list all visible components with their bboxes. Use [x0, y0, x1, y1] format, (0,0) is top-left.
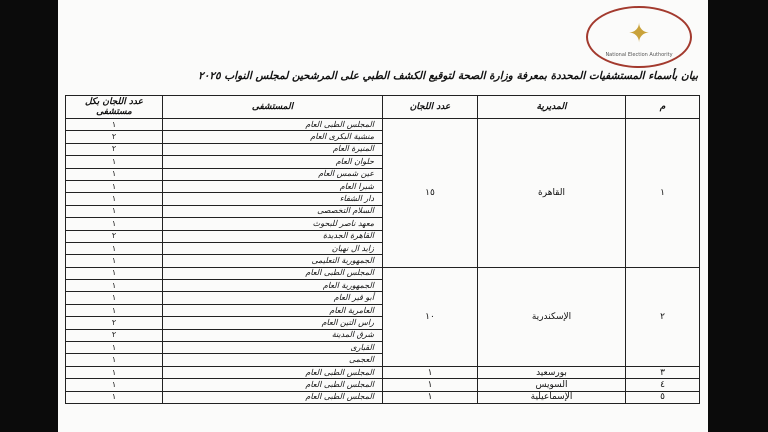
table-row [66, 391, 700, 403]
authority-logo [586, 6, 692, 68]
hospital-cell: الجمهورية العام [163, 280, 383, 292]
hospital-cell: العجمى [163, 354, 383, 366]
hospital-cell: العامرية العام [163, 304, 383, 316]
committees-cell: ١٥ [383, 119, 478, 268]
count-cell: ١ [66, 280, 163, 292]
count-cell: ١ [66, 292, 163, 304]
count-cell: ١ [66, 119, 163, 131]
logo-caption: National Election Authority [605, 52, 673, 58]
hospital-cell: المنيرة العام [163, 143, 383, 155]
table-row [66, 267, 700, 279]
group-number: ٥ [626, 391, 700, 403]
count-cell: ١ [66, 391, 163, 403]
count-cell: ١ [66, 255, 163, 267]
hospital-cell: المجلس الطبى العام [163, 119, 383, 131]
table-row [66, 366, 700, 378]
header-hospital: المستشفى [163, 96, 383, 119]
count-cell: ١ [66, 180, 163, 192]
hospital-cell: منشية البكرى العام [163, 131, 383, 143]
hospitals-table [65, 95, 700, 404]
count-cell: ١ [66, 193, 163, 205]
governorate-cell: السويس [478, 379, 626, 391]
count-cell: ١ [66, 156, 163, 168]
hospital-cell: دار الشفاء [163, 193, 383, 205]
count-cell: ٢ [66, 143, 163, 155]
hospital-cell: شرق المدينة [163, 329, 383, 341]
count-cell: ٢ [66, 131, 163, 143]
count-cell: ١ [66, 354, 163, 366]
document-page [58, 0, 708, 432]
count-cell: ١ [66, 242, 163, 254]
eagle-icon: ✦ [628, 19, 650, 49]
group-number: ٤ [626, 379, 700, 391]
governorate-cell: القاهرة [478, 119, 626, 268]
hospital-cell: القاهرة الجديدة [163, 230, 383, 242]
governorate-cell: بورسعيد [478, 366, 626, 378]
hospital-cell: القبارى [163, 342, 383, 354]
count-cell: ٢ [66, 230, 163, 242]
hospital-cell: عين شمس العام [163, 168, 383, 180]
header-committees: عدد اللجان [383, 96, 478, 119]
count-cell: ١ [66, 379, 163, 391]
count-cell: ١ [66, 168, 163, 180]
count-cell: ١ [66, 366, 163, 378]
committees-cell: ١ [383, 379, 478, 391]
count-cell: ١ [66, 304, 163, 316]
hospital-cell: حلوان العام [163, 156, 383, 168]
table-row [66, 379, 700, 391]
count-cell: ١ [66, 218, 163, 230]
count-cell: ٢ [66, 317, 163, 329]
governorate-cell: الإسكندرية [478, 267, 626, 366]
hospital-cell: المجلس الطبى العام [163, 391, 383, 403]
hospital-cell: زايد ال نهيان [163, 242, 383, 254]
table-body [66, 119, 700, 404]
count-cell: ١ [66, 342, 163, 354]
header-per-hospital: عدد اللجان بكل مستشفى [66, 96, 163, 119]
table-header-row [66, 96, 700, 119]
committees-cell: ١٠ [383, 267, 478, 366]
group-number: ٣ [626, 366, 700, 378]
hospital-cell: أبو قير العام [163, 292, 383, 304]
count-cell: ١ [66, 205, 163, 217]
hospital-cell: السلام التخصصى [163, 205, 383, 217]
hospital-cell: المجلس الطبى العام [163, 267, 383, 279]
count-cell: ٢ [66, 329, 163, 341]
hospital-cell: المجلس الطبى العام [163, 379, 383, 391]
table-row [66, 119, 700, 131]
committees-cell: ١ [383, 366, 478, 378]
hospital-cell: شبرا العام [163, 180, 383, 192]
header-governorate: المديرية [478, 96, 626, 119]
hospital-cell: الجمهورية التعليمى [163, 255, 383, 267]
count-cell: ١ [66, 267, 163, 279]
group-number: ١ [626, 119, 700, 268]
header-num: م [626, 96, 700, 119]
hospital-cell: راس التين العام [163, 317, 383, 329]
group-number: ٢ [626, 267, 700, 366]
hospital-cell: المجلس الطبى العام [163, 366, 383, 378]
governorate-cell: الإسماعيلية [478, 391, 626, 403]
document-title: بيان بأسماء المستشفيات المحددة بمعرفة وزارة الصحة لتوقيع الكشف الطبي على المرشحين لمجلس النواب ٢٠٢٥ [198, 70, 698, 82]
hospital-cell: معهد ناصر للبحوث [163, 218, 383, 230]
committees-cell: ١ [383, 391, 478, 403]
